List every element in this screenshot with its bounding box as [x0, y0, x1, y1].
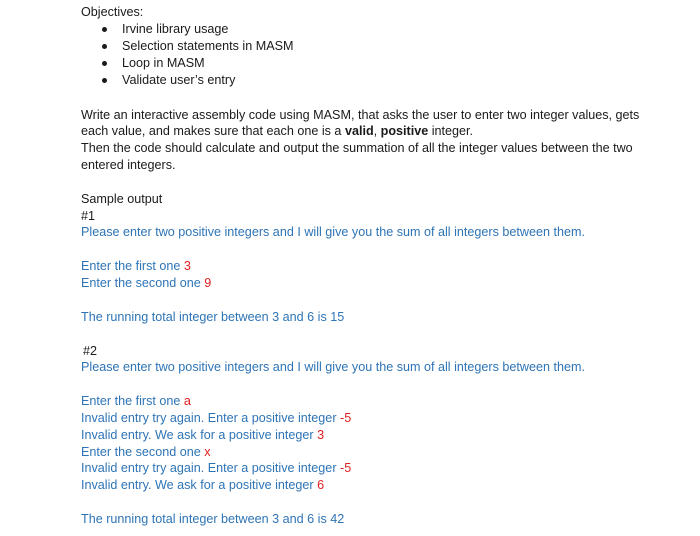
- example-1-result: The running total integer between 3 and 6 is 15: [81, 309, 345, 324]
- objective-item: Irvine library usage: [81, 21, 681, 38]
- user-input-value: -5: [340, 410, 352, 425]
- user-input-value: 9: [204, 275, 212, 290]
- user-input-value: 3: [183, 259, 191, 274]
- example-2-line: Invalid entry. We ask for a positive integer 6: [81, 478, 325, 493]
- example-2-prompt: Please enter two positive integers and I will give you the sum of all integers between them.: [81, 360, 586, 375]
- instructions-paragraph-2: Then the code should calculate and output the summation of all the integer values between the two entered integers.: [81, 141, 633, 172]
- example-2-line: Invalid entry try again. Enter a positive integer -5: [81, 410, 352, 425]
- user-input-value: x: [204, 444, 211, 459]
- example-2-line: Invalid entry. We ask for a positive integer 3: [81, 427, 325, 442]
- document-page: [81, 4, 681, 528]
- example-2-label: #2: [83, 343, 98, 358]
- instructions-paragraph: Write an interactive assembly code using MASM, that asks the user to enter two integer values, gets each value, and makes sure that each one is a valid, positive integer.: [81, 107, 640, 139]
- bullet-icon: [102, 78, 107, 83]
- example-2-line: Enter the second one x: [81, 444, 211, 459]
- user-input-value: 3: [317, 427, 325, 442]
- bullet-icon: [102, 27, 107, 32]
- user-input-value: -5: [340, 461, 352, 476]
- example-2-line: Enter the first one a: [81, 394, 191, 409]
- objective-item: Validate user’s entry: [81, 72, 681, 89]
- example-1-second-entry: Enter the second one 9: [81, 275, 212, 290]
- example-1-prompt: Please enter two positive integers and I will give you the sum of all integers between them.: [81, 225, 586, 240]
- example-1-first-entry: Enter the first one 3: [81, 259, 191, 274]
- example-1-label: #1: [81, 208, 96, 223]
- sample-output-heading: Sample output: [81, 191, 163, 206]
- example-2-line: Invalid entry try again. Enter a positive integer -5: [81, 461, 352, 476]
- objectives-list: [81, 21, 681, 90]
- example-2-result: The running total integer between 3 and 6 is 42: [81, 511, 345, 526]
- user-input-value: a: [183, 394, 191, 409]
- objective-item: Selection statements in MASM: [81, 38, 681, 55]
- bullet-icon: [102, 44, 107, 49]
- objective-item: Loop in MASM: [81, 55, 681, 72]
- objectives-heading: Objectives:: [81, 5, 144, 19]
- bullet-icon: [102, 61, 107, 66]
- user-input-value: 6: [317, 478, 325, 493]
